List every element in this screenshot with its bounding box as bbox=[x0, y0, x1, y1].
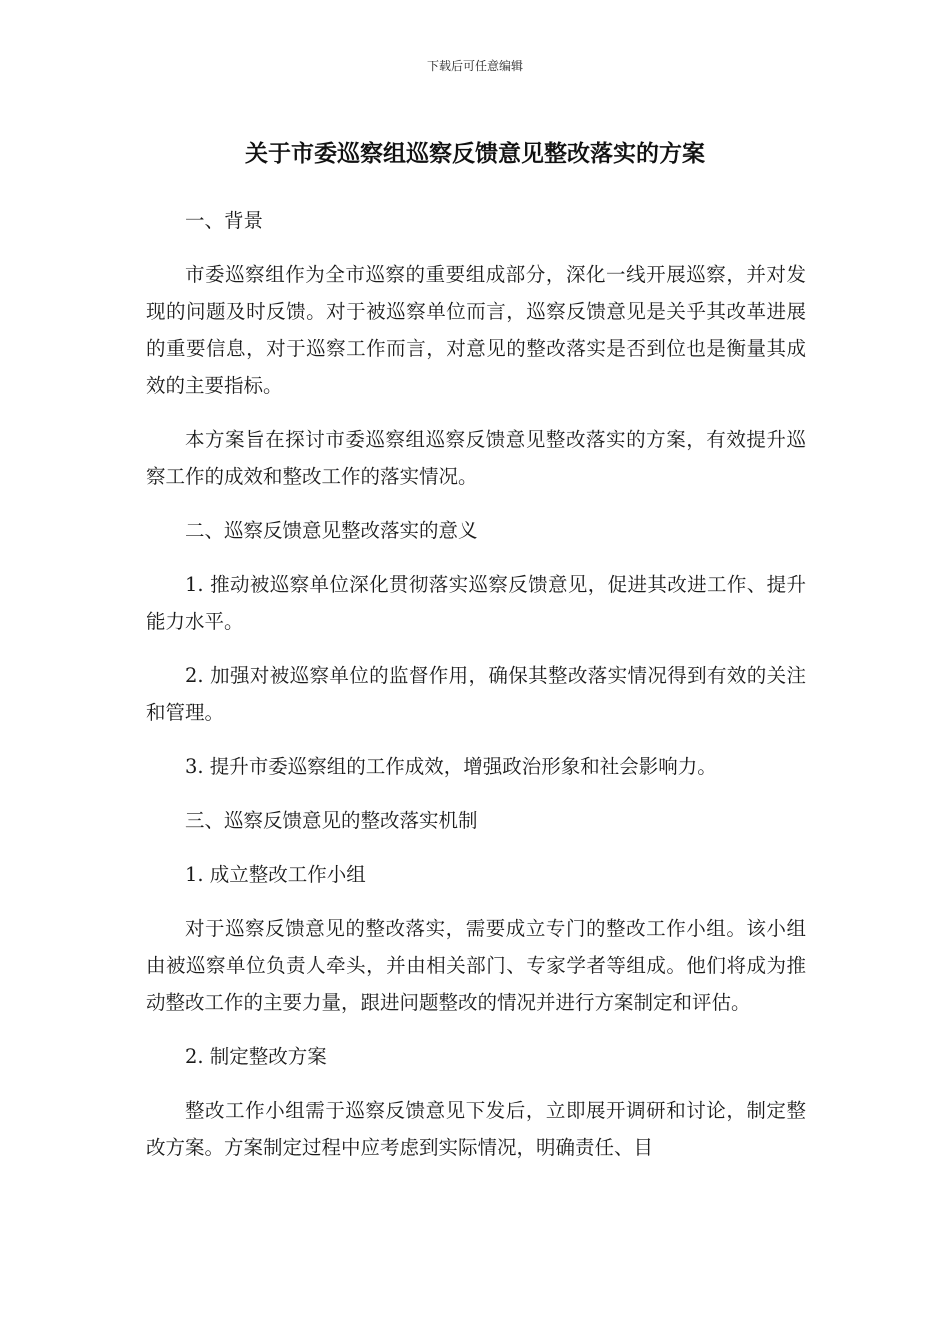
paragraph: 对于巡察反馈意见的整改落实，需要成立专门的整改工作小组。该小组由被巡察单位负责人牵头，并由相关部门、专家学者等组成。他们将成为推动整改工作的主要力量，跟进问题整改的情况并进行方案制定和评估。 bbox=[146, 917, 806, 1014]
paragraph: 市委巡察组作为全市巡察的重要组成部分，深化一线开展巡察，并对发现的问题及时反馈。对于被巡察单位而言，巡察反馈意见是关乎其改革进展的重要信息，对于巡察工作而言，对意见的整改落实是否到位也是衡量其成效的主要指标。 bbox=[146, 263, 806, 397]
document-title: 关于市委巡察组巡察反馈意见整改落实的方案 bbox=[245, 141, 705, 167]
paragraph: 整改工作小组需于巡察反馈意见下发后，立即展开调研和讨论，制定整改方案。方案制定过程中应考虑到实际情况，明确责任、目 bbox=[146, 1099, 806, 1159]
subheading: 1. 成立整改工作小组 bbox=[185, 863, 366, 886]
section-heading-mechanism: 三、巡察反馈意见的整改落实机制 bbox=[185, 809, 478, 832]
header-note: 下载后可任意编辑 bbox=[426, 59, 523, 73]
list-item: 2. 加强对被巡察单位的监督作用，确保其整改落实情况得到有效的关注和管理。 bbox=[146, 664, 806, 724]
paragraph: 本方案旨在探讨市委巡察组巡察反馈意见整改落实的方案，有效提升巡察工作的成效和整改工作的落实情况。 bbox=[146, 428, 806, 488]
list-item: 1. 推动被巡察单位深化贯彻落实巡察反馈意见，促进其改进工作、提升能力水平。 bbox=[146, 573, 806, 633]
document-body bbox=[146, 202, 806, 1183]
section-heading-background: 一、背景 bbox=[185, 209, 264, 232]
section-heading-significance: 二、巡察反馈意见整改落实的意义 bbox=[185, 519, 478, 542]
subheading: 2. 制定整改方案 bbox=[185, 1045, 327, 1068]
list-item: 3. 提升市委巡察组的工作成效，增强政治形象和社会影响力。 bbox=[185, 755, 717, 778]
